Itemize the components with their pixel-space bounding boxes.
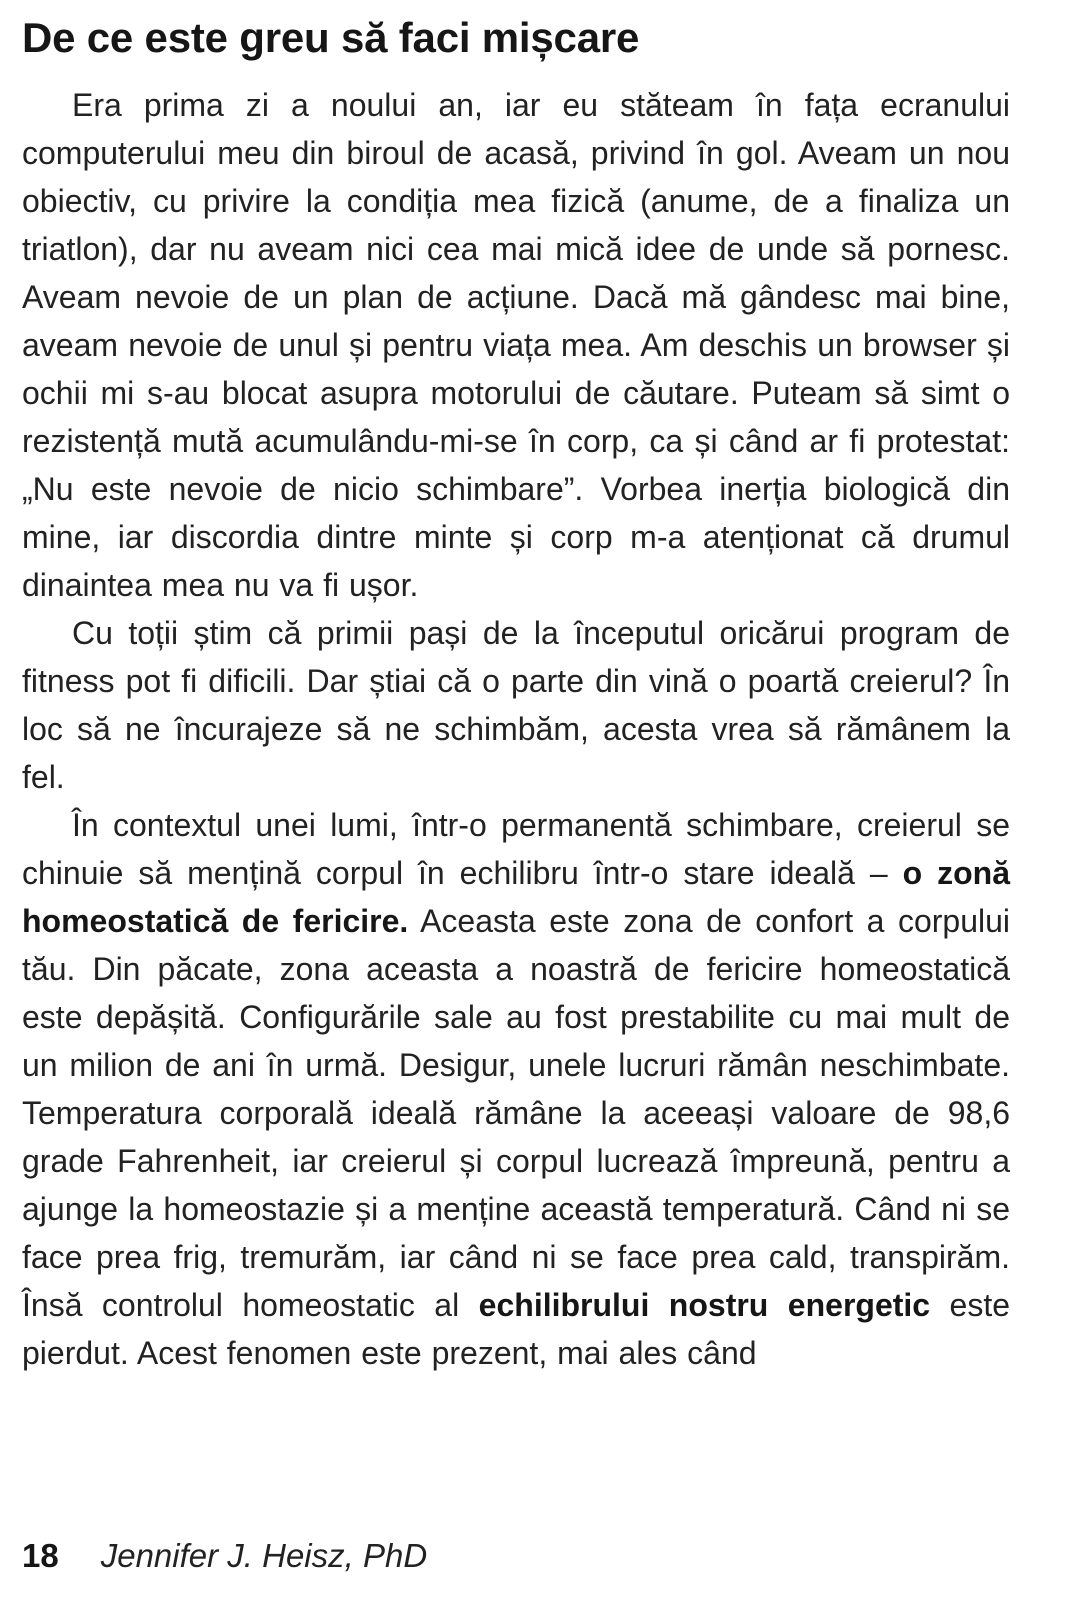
paragraph (22, 801, 1010, 1377)
bold-emphasis: echilibrului nostru energetic (478, 1287, 931, 1323)
body-text (22, 81, 1010, 1377)
text-segment: În contextul unei lumi, într-o permanentă schimbare, creierul se chinuie să mențină corpul în echilibru într-o stare ideală – (22, 807, 1010, 891)
paragraph (22, 81, 1010, 609)
chapter-title: De ce este greu să faci mișcare (22, 14, 640, 61)
page-number: 18 (22, 1537, 59, 1574)
running-footer-author: Jennifer J. Heisz, PhD (100, 1537, 428, 1574)
text-segment: este pierdut. Acest fenomen este prezent, mai ales când (22, 1287, 1011, 1371)
paragraph (22, 609, 1010, 801)
page-footer (22, 1536, 427, 1576)
text-segment: Era prima zi a noului an, iar eu stăteam în fața ecranului computerului meu din biroul de acasă, privind în gol. Aveam un nou obiectiv, cu privire la condiția mea fizică (anume, de a finaliza un triatlon), dar nu aveam nici cea mai mică idee de unde să pornesc. Aveam nevoie de un plan de acțiune. Dacă mă gândesc mai bine, aveam nevoie de unul și pentru viața mea. Am deschis un browser și ochii mi s-au blocat asupra motorului de căutare. Puteam să simt o rezistență mută acumulându-mi-se în corp, ca și când ar fi protestat: „Nu este nevoie de nicio schimbare”. Vorbea inerția biologică din mine, iar discordia dintre minte și corp m-a atenționat că drumul dinaintea mea nu va fi ușor. (22, 87, 1010, 603)
bold-emphasis: o zonă homeostatică de fericire. (22, 855, 1011, 939)
text-segment: Cu toții știm că primii pași de la începutul oricărui program de fitness pot fi dificili. Dar știai că o parte din vină o poartă creierul? În loc să ne încurajeze să ne schimbăm, acesta vrea să rămânem la fel. (22, 615, 1010, 795)
text-segment: Aceasta este zona de confort a corpului tău. Din păcate, zona aceasta a noastră de fericire homeostatică este depășită. Configurările sale au fost prestabilite cu mai mult de un milion de ani în urmă. Desigur, unele lucruri rămân neschimbate. Temperatura corporală ideală rămâne la aceeași valoare de 98,6 grade Fahrenheit, iar creierul și corpul lucrează împreună, pentru a ajunge la homeostazie și a menține această temperatură. Când ni se face prea frig, tremurăm, iar când ni se face prea cald, transpirăm. Însă controlul homeostatic al (22, 903, 1011, 1323)
